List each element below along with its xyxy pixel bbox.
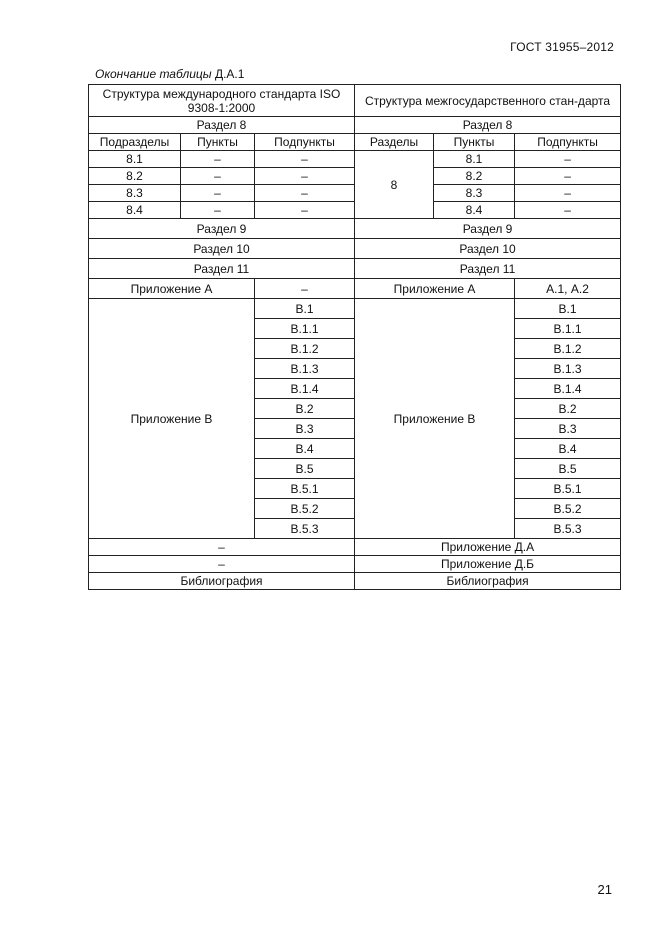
cell-left-subitem: – [255, 151, 355, 168]
section11-right: Раздел 11 [355, 259, 621, 279]
annex-b-left: Приложение В [89, 299, 255, 539]
annex-b-right-item: В.2 [515, 399, 621, 419]
section11-row [89, 259, 621, 279]
table-caption-ref: Д.А.1 [214, 67, 245, 81]
annex-b-right-item: В.1.3 [515, 359, 621, 379]
cell-left-subitem: – [255, 185, 355, 202]
section8-right: Раздел 8 [355, 117, 621, 134]
annex-da-left: – [89, 539, 355, 556]
annex-b-left-item: В.1.1 [255, 319, 355, 339]
cell-right-item: 8.2 [434, 168, 515, 185]
cell-left-subitem: – [255, 202, 355, 219]
cell-left-subitem: – [255, 168, 355, 185]
annex-da-row [89, 539, 621, 556]
annex-b-left-item: В.5.1 [255, 479, 355, 499]
annex-b-left-item: В.1 [255, 299, 355, 319]
subhead-left-subsections: Подразделы [89, 134, 181, 151]
section8-left: Раздел 8 [89, 117, 355, 134]
annex-db-right: Приложение Д.Б [355, 556, 621, 573]
annex-a-right: Приложение А [355, 279, 515, 299]
cell-left-item: – [181, 202, 255, 219]
annex-b-left-item: В.5.3 [255, 519, 355, 539]
annex-a-left-value: – [255, 279, 355, 299]
subheader-row [89, 134, 621, 151]
cell-right-item: 8.1 [434, 151, 515, 168]
annex-b-right-item: В.4 [515, 439, 621, 459]
annex-b-left-item: В.2 [255, 399, 355, 419]
section11-left: Раздел 11 [89, 259, 355, 279]
table-caption-label: Окончание таблицы [95, 67, 212, 81]
annex-b-left-item: В.4 [255, 439, 355, 459]
header-left: Структура международного стандарта ISO 9308-1:2000 [89, 85, 355, 117]
section10-row [89, 239, 621, 259]
annex-b-right-item: В.5.2 [515, 499, 621, 519]
section9-row [89, 219, 621, 239]
cell-left-item: – [181, 151, 255, 168]
cell-right-item: 8.4 [434, 202, 515, 219]
annex-a-left: Приложение А [89, 279, 255, 299]
cell-right-item: 8.3 [434, 185, 515, 202]
page-number: 21 [597, 882, 612, 897]
annex-b-right-item: В.3 [515, 419, 621, 439]
section9-left: Раздел 9 [89, 219, 355, 239]
subhead-right-items: Пункты [434, 134, 515, 151]
cell-right-subitem: – [515, 151, 621, 168]
annex-b-right-item: В.1.4 [515, 379, 621, 399]
document-code: ГОСТ 31955–2012 [510, 40, 614, 54]
annex-b-left-item: В.1.4 [255, 379, 355, 399]
bibliography-right: Библиография [355, 573, 621, 590]
annex-b-left-item: В.3 [255, 419, 355, 439]
bibliography-left: Библиография [89, 573, 355, 590]
annex-b-left-item: В.1.2 [255, 339, 355, 359]
table-caption [95, 67, 244, 81]
annex-b-right-item: В.5 [515, 459, 621, 479]
cell-left-subsection: 8.1 [89, 151, 181, 168]
annex-b-right-item: В.5.1 [515, 479, 621, 499]
table-row [89, 151, 621, 168]
section8-row [89, 117, 621, 134]
annex-db-left: – [89, 556, 355, 573]
annex-b-right: Приложение В [355, 299, 515, 539]
annex-a-row [89, 279, 621, 299]
annex-db-row [89, 556, 621, 573]
subhead-left-subitems: Подпункты [255, 134, 355, 151]
bibliography-row [89, 573, 621, 590]
table-row [89, 299, 621, 319]
annex-b-left-item: В.5.2 [255, 499, 355, 519]
subhead-left-items: Пункты [181, 134, 255, 151]
cell-left-subsection: 8.3 [89, 185, 181, 202]
section10-right: Раздел 10 [355, 239, 621, 259]
annex-b-left-item: В.5 [255, 459, 355, 479]
section9-right: Раздел 9 [355, 219, 621, 239]
cell-right-section-number: 8 [355, 151, 434, 219]
cell-right-subitem: – [515, 168, 621, 185]
header-right: Структура межгосударственного стан-дарта [355, 85, 621, 117]
annex-b-right-item: В.1.1 [515, 319, 621, 339]
section10-left: Раздел 10 [89, 239, 355, 259]
cell-right-subitem: – [515, 202, 621, 219]
correspondence-table [88, 84, 621, 590]
subhead-right-subitems: Подпункты [515, 134, 621, 151]
annex-b-left-item: В.1.3 [255, 359, 355, 379]
cell-left-item: – [181, 185, 255, 202]
annex-b-right-item: В.1 [515, 299, 621, 319]
table-header-row [89, 85, 621, 117]
annex-a-right-value: А.1, А.2 [515, 279, 621, 299]
cell-right-subitem: – [515, 185, 621, 202]
cell-left-item: – [181, 168, 255, 185]
annex-da-right: Приложение Д.А [355, 539, 621, 556]
annex-b-right-item: В.1.2 [515, 339, 621, 359]
cell-left-subsection: 8.4 [89, 202, 181, 219]
annex-b-right-item: В.5.3 [515, 519, 621, 539]
subhead-right-sections: Разделы [355, 134, 434, 151]
cell-left-subsection: 8.2 [89, 168, 181, 185]
